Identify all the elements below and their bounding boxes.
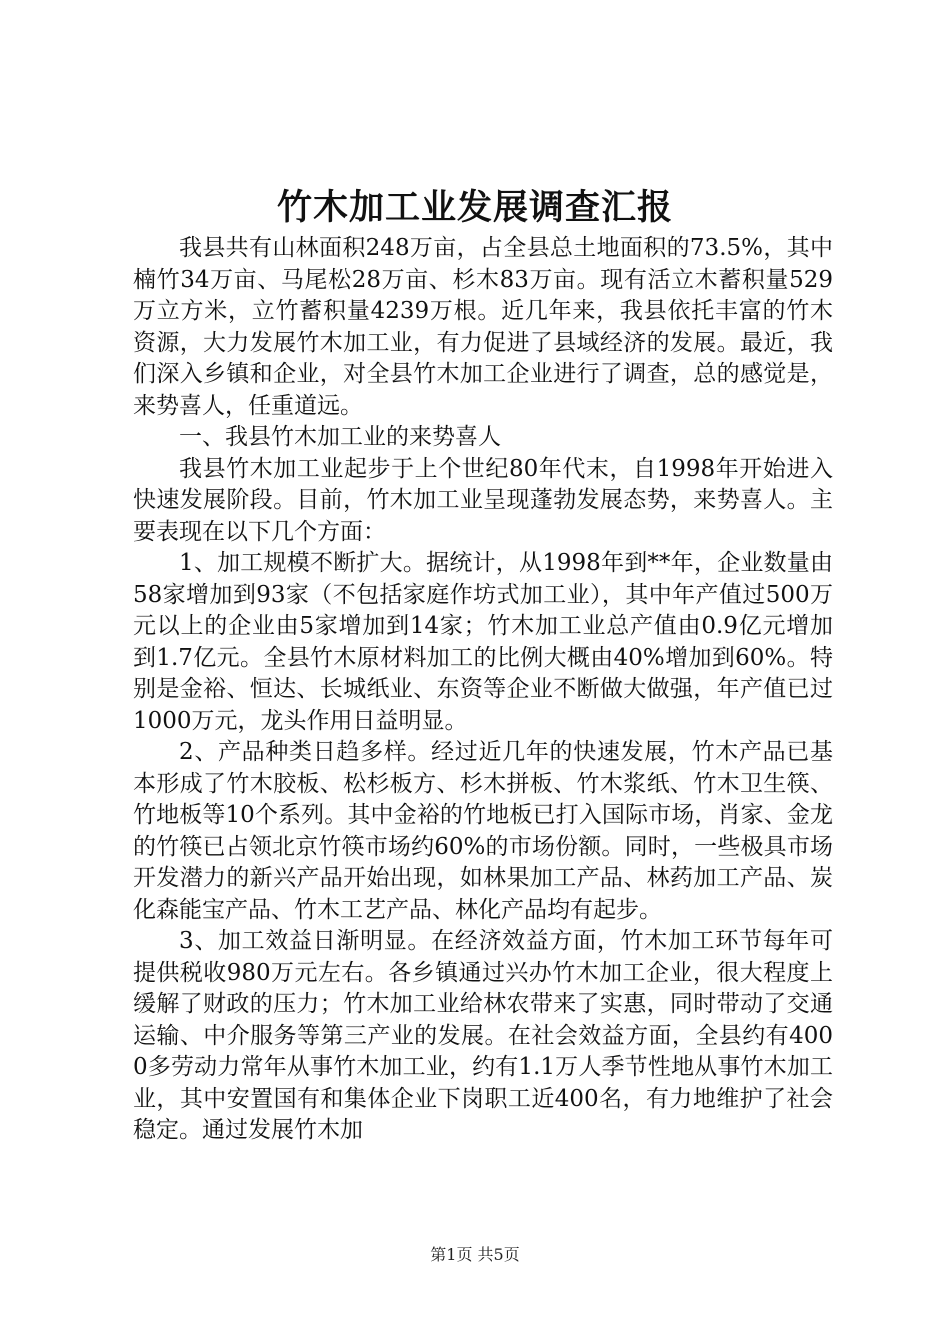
section-one-intro-paragraph: 我县竹木加工业起步于上个世纪80年代末，自1998年开始进入快速发展阶段。目前，竹木加工业呈现蓬勃发展态势，来势喜人。主要表现在以下几个方面： <box>133 455 833 545</box>
page-number-footer: 第1页 共5页 <box>430 1245 520 1264</box>
point-two-paragraph: 2、产品种类日趋多样。经过近几年的快速发展，竹木产品已基本形成了竹木胶板、松杉板方、杉木拼板、竹木浆纸、竹木卫生筷、竹地板等10个系列。其中金裕的竹地板已打入国际市场，肖家、金龙的竹筷已占领北京竹筷市场约60%的市场份额。同时，一些极具市场开发潜力的新兴产品开始出现，如林果加工产品、林药加工产品、炭化森能宝产品、竹木工艺产品、林化产品均有起步。 <box>133 739 833 923</box>
section-heading-one: 一、我县竹木加工业的来势喜人 <box>179 424 501 450</box>
document-body <box>133 233 833 1147</box>
document-title: 竹木加工业发展调查汇报 <box>276 187 673 228</box>
intro-paragraph: 我县共有山林面积248万亩，占全县总土地面积的73.5%，其中楠竹34万亩、马尾松28万亩、杉木83万亩。现有活立木蓄积量529万立方米，立竹蓄积量4239万根。近几年来，我县依托丰富的竹木资源，大力发展竹木加工业，有力促进了县域经济的发展。最近，我们深入乡镇和企业，对全县竹木加工企业进行了调查，总的感觉是，来势喜人，任重道远。 <box>133 235 833 419</box>
point-three-paragraph: 3、加工效益日渐明显。在经济效益方面，竹木加工环节每年可提供税收980万元左右。各乡镇通过兴办竹木加工企业，很大程度上缓解了财政的压力；竹木加工业给林农带来了实惠，同时带动了交通运输、中介服务等第三产业的发展。在社会效益方面，全县约有4000多劳动力常年从事竹木加工业，约有1.1万人季节性地从事竹木加工业，其中安置国有和集体企业下岗职工近400名，有力地维护了社会稳定。通过发展竹木加 <box>133 928 833 1143</box>
point-one-paragraph: 1、加工规模不断扩大。据统计，从1998年到**年，企业数量由58家增加到93家（不包括家庭作坊式加工业），其中年产值过500万元以上的企业由5家增加到14家；竹木加工业总产值由0.9亿元增加到1.7亿元。全县竹木原材料加工的比例大概由40%增加到60%。特别是金裕、恒达、长城纸业、东资等企业不断做大做强，年产值已过1000万元，龙头作用日益明显。 <box>133 550 833 734</box>
